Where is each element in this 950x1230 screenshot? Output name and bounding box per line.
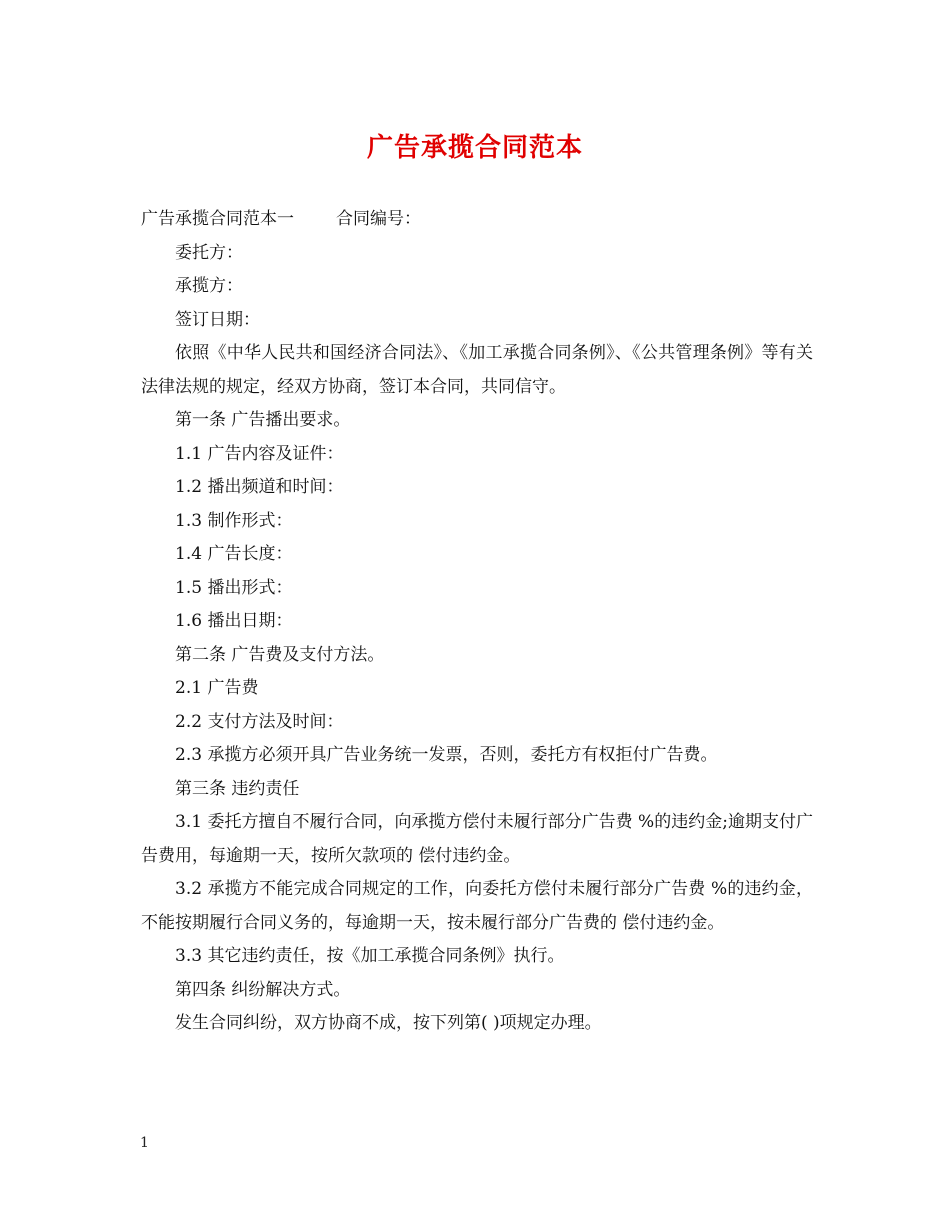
clause-1-3: 1.3 制作形式： <box>175 510 293 531</box>
contract-header-line <box>141 203 813 237</box>
article-2-heading: 第二条 广告费及支付方法。 <box>175 644 385 665</box>
contract-header-left: 广告承揽合同范本一 <box>141 209 294 229</box>
clause-3-1: 3.1 委托方擅自不履行合同，向承揽方偿付未履行部分广告费 %的违约金;逾期支付广告费用，每逾期一天，按所欠款项的 偿付违约金。 <box>141 812 813 866</box>
clause-1-6: 1.6 播出日期： <box>175 611 293 631</box>
clause-3-3: 3.3 其它违约责任，按《加工承揽合同条例》执行。 <box>175 946 565 966</box>
clause-1-2: 1.2 播出频道和时间： <box>175 477 344 497</box>
clause-2-2: 2.2 支付方法及时间： <box>175 711 344 732</box>
clause-2-3: 2.3 承揽方必须开具广告业务统一发票，否则，委托方有权拒付广告费。 <box>175 745 718 765</box>
contractor-line: 承揽方： <box>175 276 243 296</box>
article-3-heading: 第三条 违约责任 <box>175 778 300 799</box>
legal-basis-paragraph: 依照《中华人民共和国经济合同法》、《加工承揽合同条例》、《公共管理条例》等有关法律法规的规定，经双方协商，签订本合同，共同信守。 <box>141 343 813 397</box>
document-body <box>141 203 813 1041</box>
article-1-heading: 第一条 广告播出要求。 <box>175 410 351 430</box>
signing-date-line: 签订日期： <box>175 309 260 330</box>
dispute-resolution-paragraph: 发生合同纠纷，双方协商不成，按下列第( )项规定办理。 <box>175 1013 602 1033</box>
clause-1-1: 1.1 广告内容及证件： <box>175 443 344 464</box>
clause-1-5: 1.5 播出形式： <box>175 577 293 598</box>
page-number: 1 <box>140 1135 149 1151</box>
clause-3-2: 3.2 承揽方不能完成合同规定的工作，向委托方偿付未履行部分广告费 %的违约金，不能按期履行合同义务的，每逾期一天，按未履行部分广告费的 偿付违约金。 <box>141 879 813 933</box>
contract-number-label: 合同编号： <box>336 209 421 229</box>
article-4-heading: 第四条 纠纷解决方式。 <box>175 979 351 1000</box>
client-line: 委托方： <box>175 242 243 263</box>
document-title: 广告承揽合同范本 <box>366 133 583 163</box>
clause-1-4: 1.4 广告长度： <box>175 544 293 564</box>
clause-2-1: 2.1 广告费 <box>175 678 259 698</box>
